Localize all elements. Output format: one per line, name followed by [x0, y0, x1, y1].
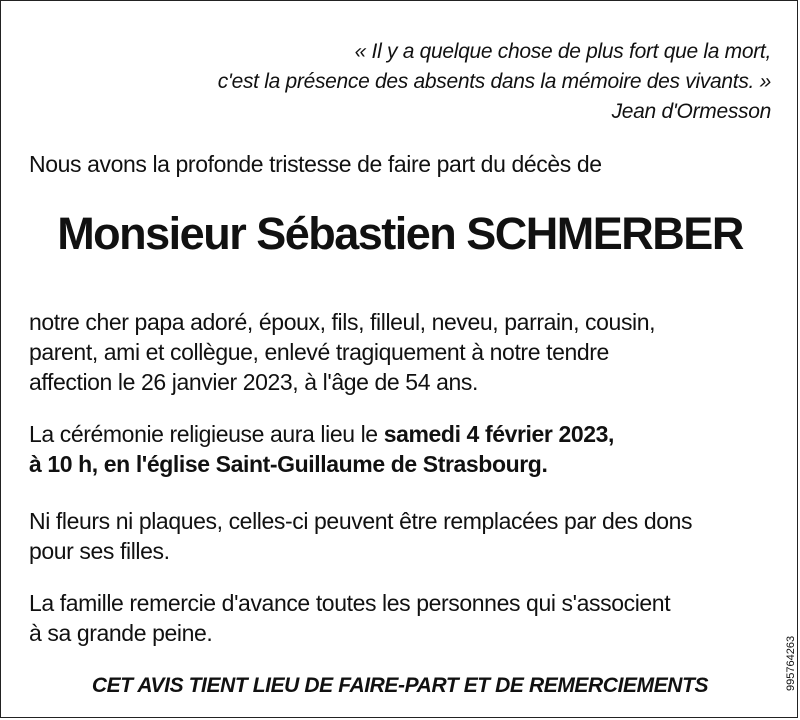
quote-line-1: « Il y a quelque chose de plus fort que la mort,: [354, 40, 771, 63]
quote-line-2: c'est la présence des absents dans la mémoire des vivants. »: [217, 70, 771, 93]
ceremony-prefix: La cérémonie religieuse aura lieu le: [29, 421, 384, 447]
description-paragraph: [29, 307, 655, 397]
deceased-name: Monsieur Sébastien SCHMERBER: [57, 208, 743, 259]
description-line-2: parent, ami et collègue, enlevé tragiquement à notre tendre: [29, 339, 609, 365]
description-line-3: affection le 26 janvier 2023, à l'âge de 54 ans.: [29, 369, 478, 395]
ceremony-line-1: [29, 419, 614, 449]
description-line-1: notre cher papa adoré, époux, fils, filleul, neveu, parrain, cousin,: [29, 309, 656, 335]
thanks-line-2: à sa grande peine.: [29, 620, 213, 646]
ceremony-time-place: à 10 h, en l'église Saint-Guillaume de Strasbourg.: [29, 451, 548, 477]
reference-number: 995764263: [785, 635, 797, 691]
thanks-paragraph: [29, 588, 670, 648]
flowers-line-1: Ni fleurs ni plaques, celles-ci peuvent être remplacées par des dons: [29, 508, 693, 534]
quote-author: Jean d'Ormesson: [611, 100, 771, 123]
epigraph-quote: [51, 37, 771, 127]
footer-notice: CET AVIS TIENT LIEU DE FAIRE-PART ET DE REMERCIEMENTS: [91, 674, 709, 697]
ceremony-date: samedi 4 février 2023,: [383, 421, 615, 447]
announcement-intro: Nous avons la profonde tristesse de faire part du décès de: [29, 151, 602, 177]
flowers-paragraph: [29, 506, 692, 566]
thanks-line-1: La famille remercie d'avance toutes les personnes qui s'associent: [29, 590, 671, 616]
ceremony-paragraph: [29, 419, 614, 479]
flowers-line-2: pour ses filles.: [29, 538, 170, 564]
